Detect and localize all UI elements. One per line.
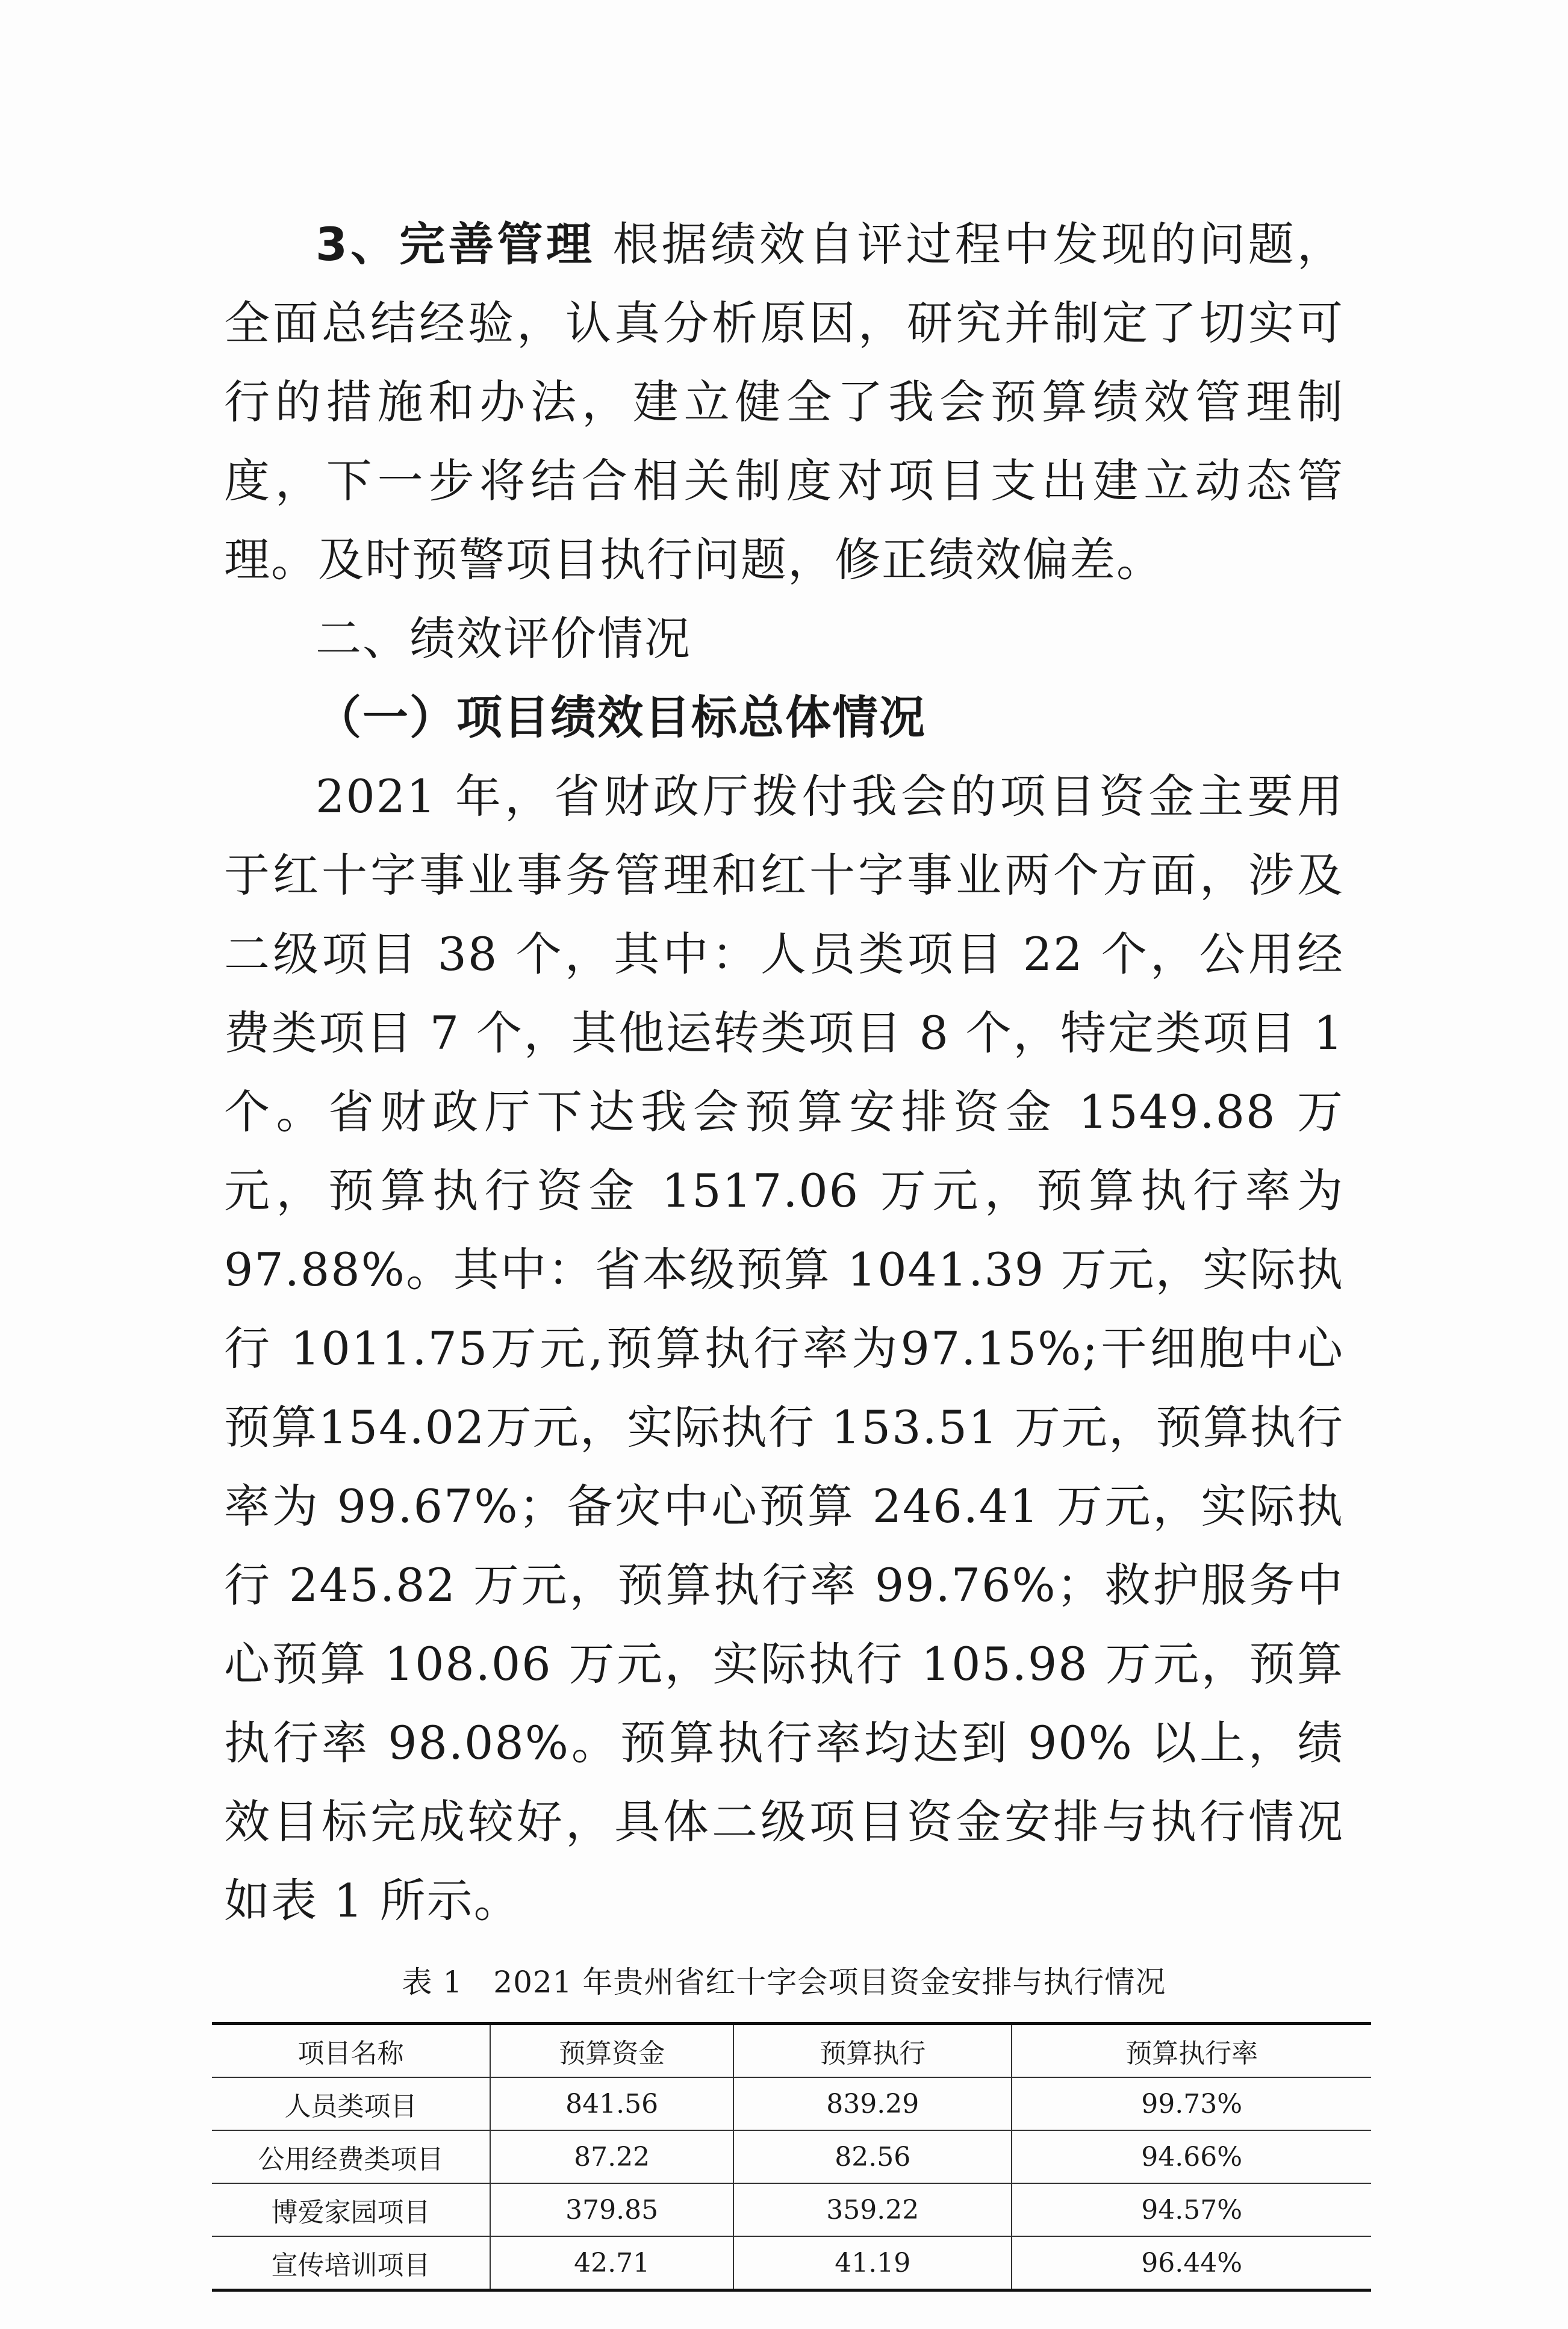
cell-execution-rate: 94.57% [1012,2183,1371,2236]
cell-project-name: 博爱家园项目 [212,2183,490,2236]
section-heading: 二、绩效评价情况 [316,612,691,665]
cell-project-name: 宣传培训项目 [212,2236,490,2290]
table-row [212,2183,1371,2236]
cell-execution-rate: 94.66% [1012,2130,1371,2183]
paragraph-lead-title: 3、完善管理 [316,217,596,271]
header-budget-funds: 预算资金 [490,2024,733,2078]
table-container [212,2022,1371,2292]
cell-budget-funds: 379.85 [490,2183,733,2236]
cell-budget-funds: 841.56 [490,2077,733,2130]
document-body [224,205,1344,2292]
cell-project-name: 公用经费类项目 [212,2130,490,2183]
table-row [212,2077,1371,2130]
cell-budget-funds: 87.22 [490,2130,733,2183]
cell-budget-execution: 359.22 [733,2183,1012,2236]
table-header-row [212,2024,1371,2078]
cell-project-name: 人员类项目 [212,2077,490,2130]
paragraph-body-text: 根据绩效自评过程中发现的问题，全面总结经验，认真分析原因，研究并制定了切实可行的措施和办法，建立健全了我会预算绩效管理制度，下一步将结合相关制度对项目支出建立动态管理。及时预警项目执行问题，修正绩效偏差。 [224,217,1344,586]
cell-execution-rate: 96.44% [1012,2236,1371,2290]
subsection-heading: （一）项目绩效目标总体情况 [316,691,926,744]
budget-execution-table [212,2022,1371,2292]
header-project-name: 项目名称 [212,2024,490,2078]
cell-budget-execution: 82.56 [733,2130,1012,2183]
header-execution-rate: 预算执行率 [1012,2024,1371,2078]
table-caption: 表 1 2021 年贵州省红十字会项目资金安排与执行情况 [402,1965,1166,2000]
table-row [212,2130,1371,2183]
header-budget-execution: 预算执行 [733,2024,1012,2078]
cell-budget-execution: 839.29 [733,2077,1012,2130]
cell-budget-execution: 41.19 [733,2236,1012,2290]
cell-budget-funds: 42.71 [490,2236,733,2290]
paragraph-improve-management [224,205,1344,599]
paragraph-overall-situation: 2021 年，省财政厅拨付我会的项目资金主要用于红十字事业事务管理和红十字事业两个方面，涉及二级项目 38 个，其中：人员类项目 22 个，公用经费类项目 7 个，其他运转类项目 8 个，特定类项目 1 个。省财政厅下达我会预算安排资金 1549.88 万元，预算执行资金 1517.06 万元，预算执行率为 97.88%。其中：省本级预算 1041.39 万元，实际执行 1011.75万元,预算执行率为97.15%;干细胞中心预算154.02万元，实际执行 153.51 万元，预算执行率为 99.67%；备灾中心预算 246.41 万元，实际执行 245.82 万元，预算执行率 99.76%；救护服务中心预算 108.06 万元，实际执行 105.98 万元，预算执行率 98.08%。预算执行率均达到 90% 以上，绩效目标完成较好，具体二级项目资金安排与执行情况如表 1 所示。 [224,770,1344,1927]
cell-execution-rate: 99.73% [1012,2077,1371,2130]
table-row [212,2236,1371,2290]
